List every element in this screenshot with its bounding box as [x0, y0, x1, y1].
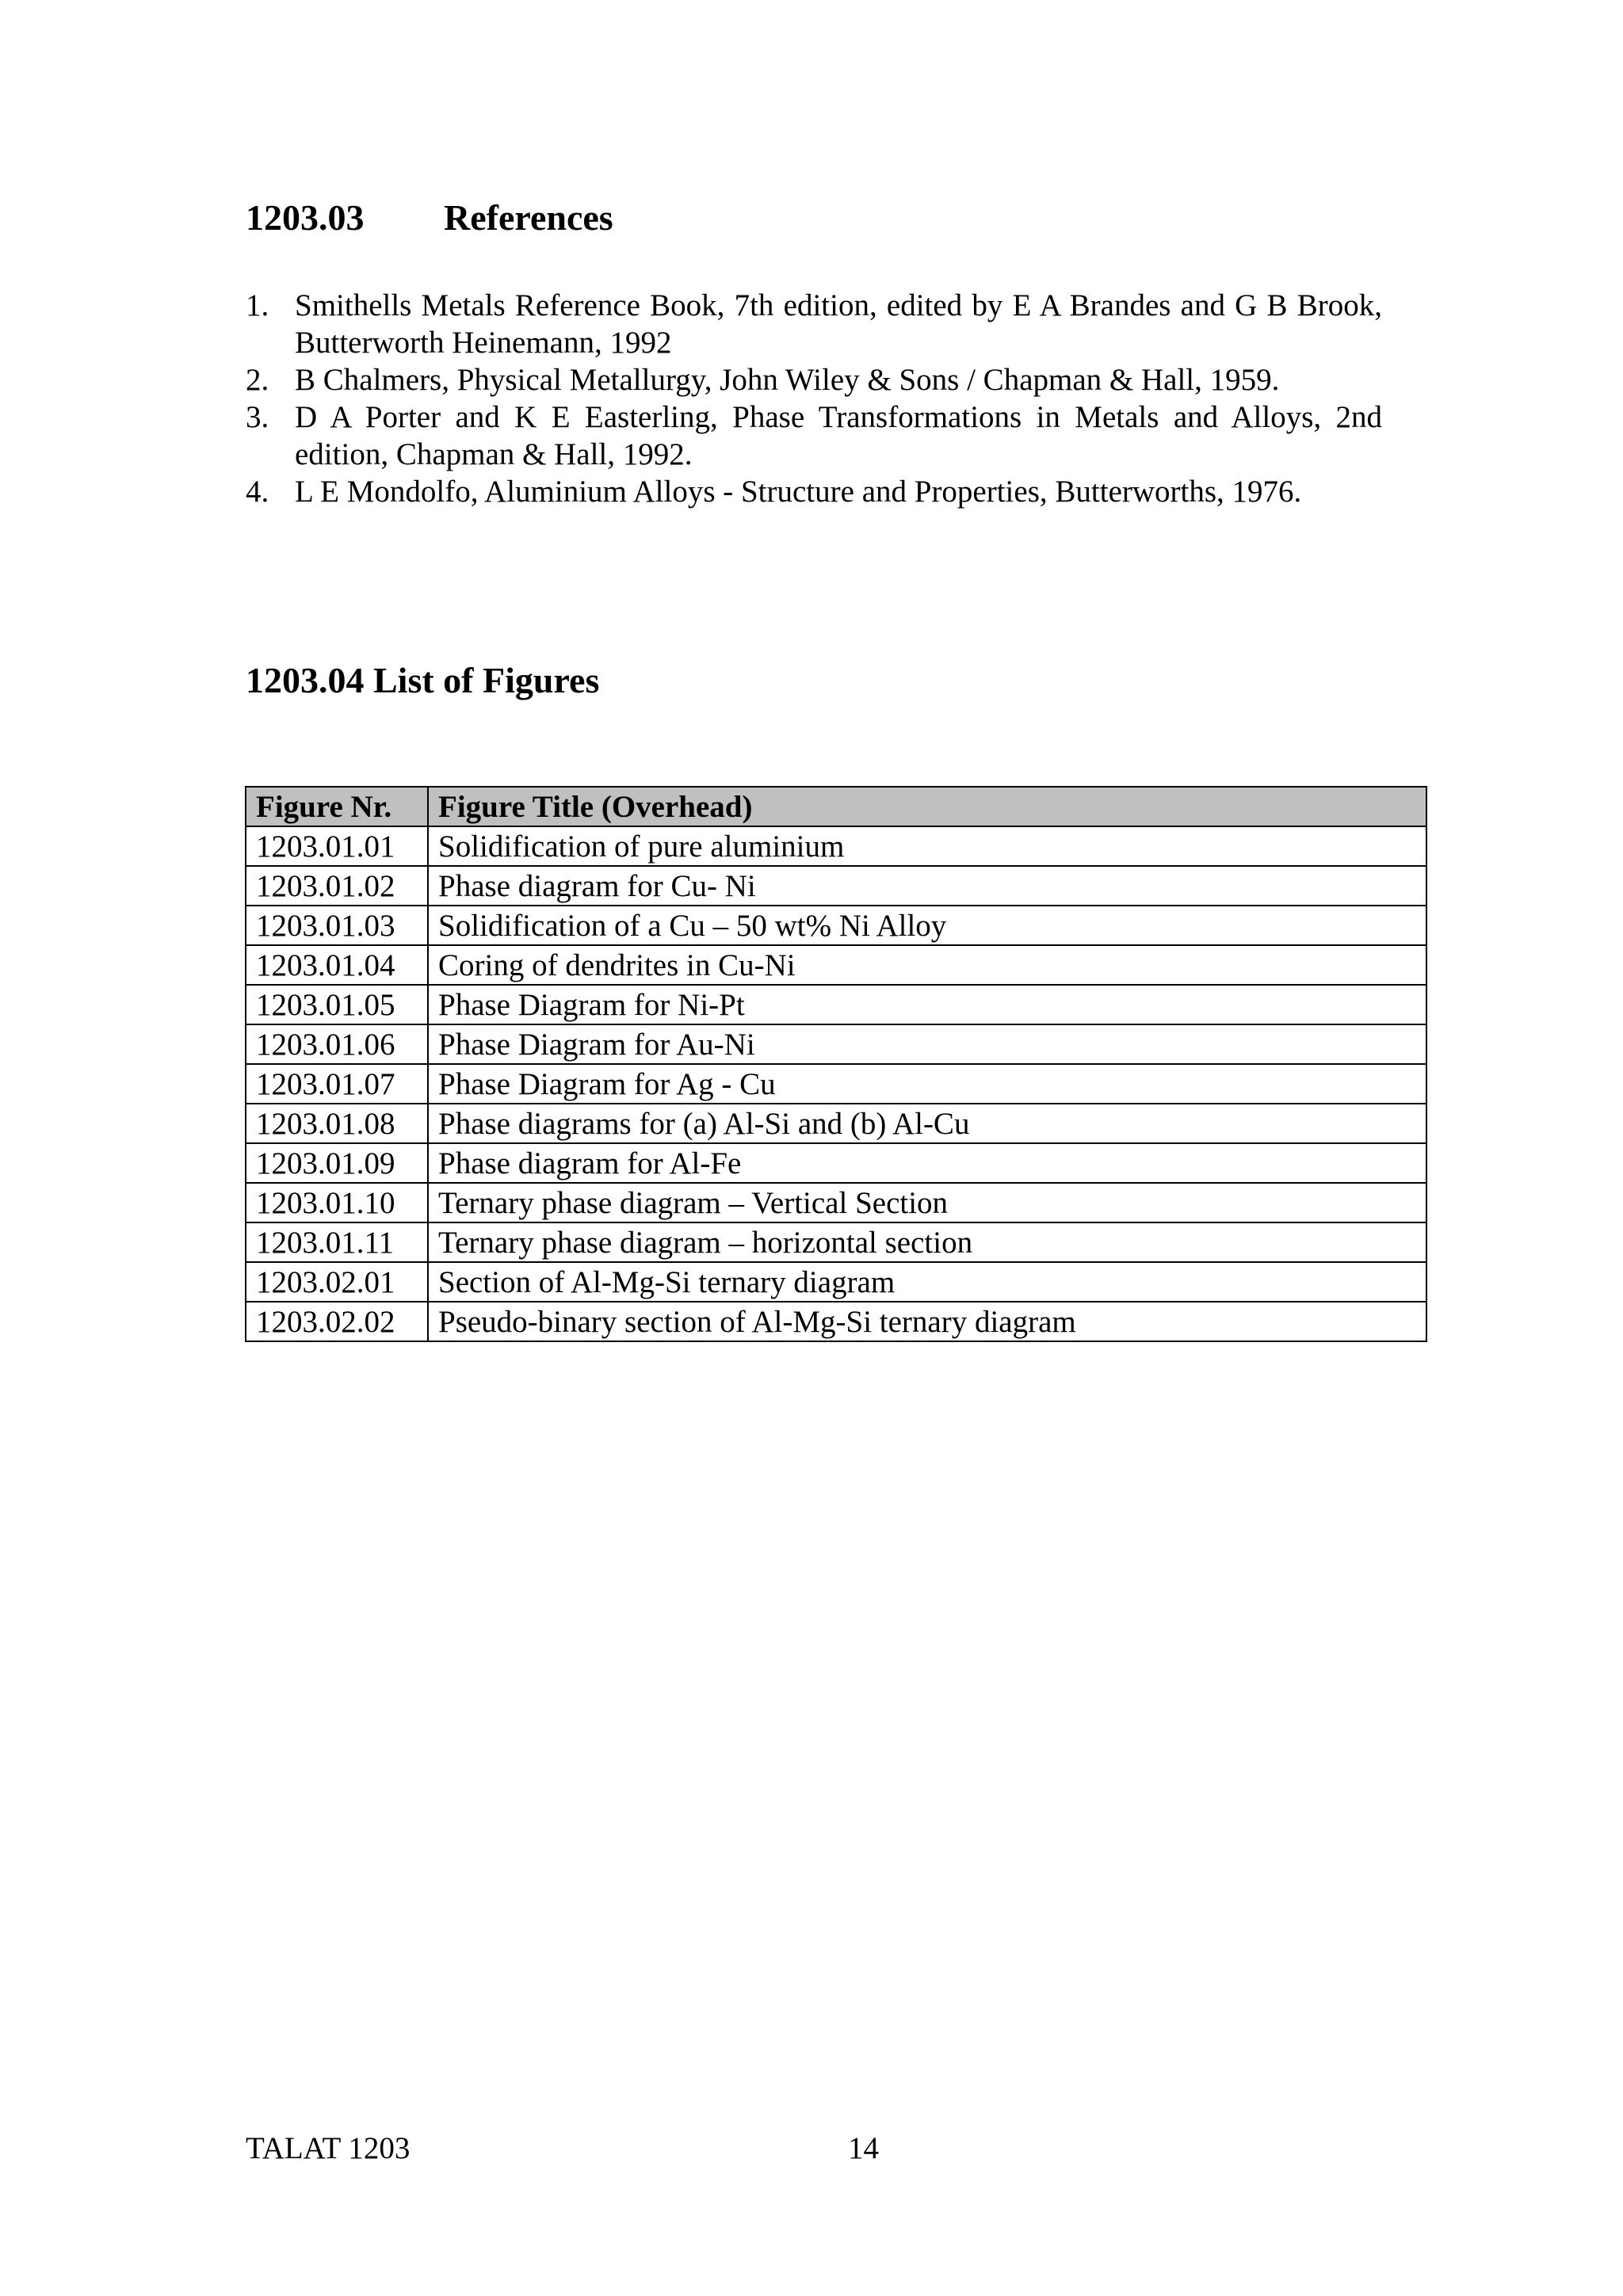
- table-row: [246, 906, 1426, 945]
- figure-title-cell: Phase diagrams for (a) Al-Si and (b) Al-Cu: [428, 1104, 1426, 1143]
- figure-number-cell: 1203.01.11: [246, 1222, 428, 1262]
- table-row: [246, 1262, 1426, 1302]
- figure-title-cell: Ternary phase diagram – Vertical Section: [428, 1183, 1426, 1222]
- reference-item: [246, 399, 1382, 473]
- reference-marker: 1.: [246, 288, 269, 322]
- figures-table: [245, 786, 1427, 1342]
- figure-number-cell: 1203.02.02: [246, 1302, 428, 1341]
- references-section-number: 1203.03: [246, 197, 365, 238]
- references-list: [246, 287, 1382, 510]
- figure-number-cell: 1203.01.02: [246, 866, 428, 906]
- figure-title-cell: Phase Diagram for Ag - Cu: [428, 1064, 1426, 1104]
- table-row: [246, 985, 1426, 1024]
- column-header-figure-title: Figure Title (Overhead): [428, 787, 1426, 826]
- table-row: [246, 1183, 1426, 1222]
- figure-number-cell: 1203.01.04: [246, 945, 428, 985]
- references-section-title: References: [444, 197, 613, 238]
- reference-text: Smithells Metals Reference Book, 7th edition, edited by E A Brandes and G B Brook, Butterworth Heinemann, 1992: [295, 288, 1382, 360]
- figure-number-cell: 1203.02.01: [246, 1262, 428, 1302]
- figure-title-cell: Solidification of pure aluminium: [428, 826, 1426, 866]
- table-row: [246, 945, 1426, 985]
- reference-item: [246, 361, 1382, 399]
- figure-number-cell: 1203.01.08: [246, 1104, 428, 1143]
- references-heading: [246, 197, 613, 238]
- figure-title-cell: Section of Al-Mg-Si ternary diagram: [428, 1262, 1426, 1302]
- figure-title-cell: Phase diagram for Cu- Ni: [428, 866, 1426, 906]
- figure-title-cell: Coring of dendrites in Cu-Ni: [428, 945, 1426, 985]
- figure-title-cell: Solidification of a Cu – 50 wt% Ni Alloy: [428, 906, 1426, 945]
- table-row: [246, 1222, 1426, 1262]
- figure-number-cell: 1203.01.07: [246, 1064, 428, 1104]
- table-row: [246, 826, 1426, 866]
- reference-marker: 2.: [246, 363, 269, 397]
- figure-number-cell: 1203.01.06: [246, 1024, 428, 1064]
- table-header-row: [246, 787, 1426, 826]
- reference-item: [246, 287, 1382, 361]
- table-row: [246, 1302, 1426, 1341]
- column-header-figure-number: Figure Nr.: [246, 787, 428, 826]
- reference-marker: 4.: [246, 475, 269, 509]
- figure-title-cell: Ternary phase diagram – horizontal section: [428, 1222, 1426, 1262]
- table-row: [246, 1024, 1426, 1064]
- figure-number-cell: 1203.01.09: [246, 1143, 428, 1183]
- figure-number-cell: 1203.01.05: [246, 985, 428, 1024]
- table-row: [246, 1064, 1426, 1104]
- figure-title-cell: Phase Diagram for Ni-Pt: [428, 985, 1426, 1024]
- table-row: [246, 866, 1426, 906]
- figure-number-cell: 1203.01.10: [246, 1183, 428, 1222]
- reference-marker: 3.: [246, 400, 269, 434]
- table-row: [246, 1104, 1426, 1143]
- figure-title-cell: Pseudo-binary section of Al-Mg-Si ternary diagram: [428, 1302, 1426, 1341]
- reference-text: B Chalmers, Physical Metallurgy, John Wiley & Sons / Chapman & Hall, 1959.: [295, 363, 1280, 397]
- figure-number-cell: 1203.01.03: [246, 906, 428, 945]
- figure-number-cell: 1203.01.01: [246, 826, 428, 866]
- table-row: [246, 1143, 1426, 1183]
- footer-page-number: 14: [848, 2131, 879, 2165]
- figure-title-cell: Phase diagram for Al-Fe: [428, 1143, 1426, 1183]
- reference-text: D A Porter and K E Easterling, Phase Transformations in Metals and Alloys, 2nd edition, Chapman & Hall, 1992.: [295, 400, 1382, 471]
- list-of-figures-heading: 1203.04 List of Figures: [246, 660, 600, 700]
- reference-text: L E Mondolfo, Aluminium Alloys - Structure and Properties, Butterworths, 1976.: [295, 475, 1302, 509]
- reference-item: [246, 473, 1382, 510]
- footer-document-name: TALAT 1203: [246, 2131, 411, 2165]
- figure-title-cell: Phase Diagram for Au-Ni: [428, 1024, 1426, 1064]
